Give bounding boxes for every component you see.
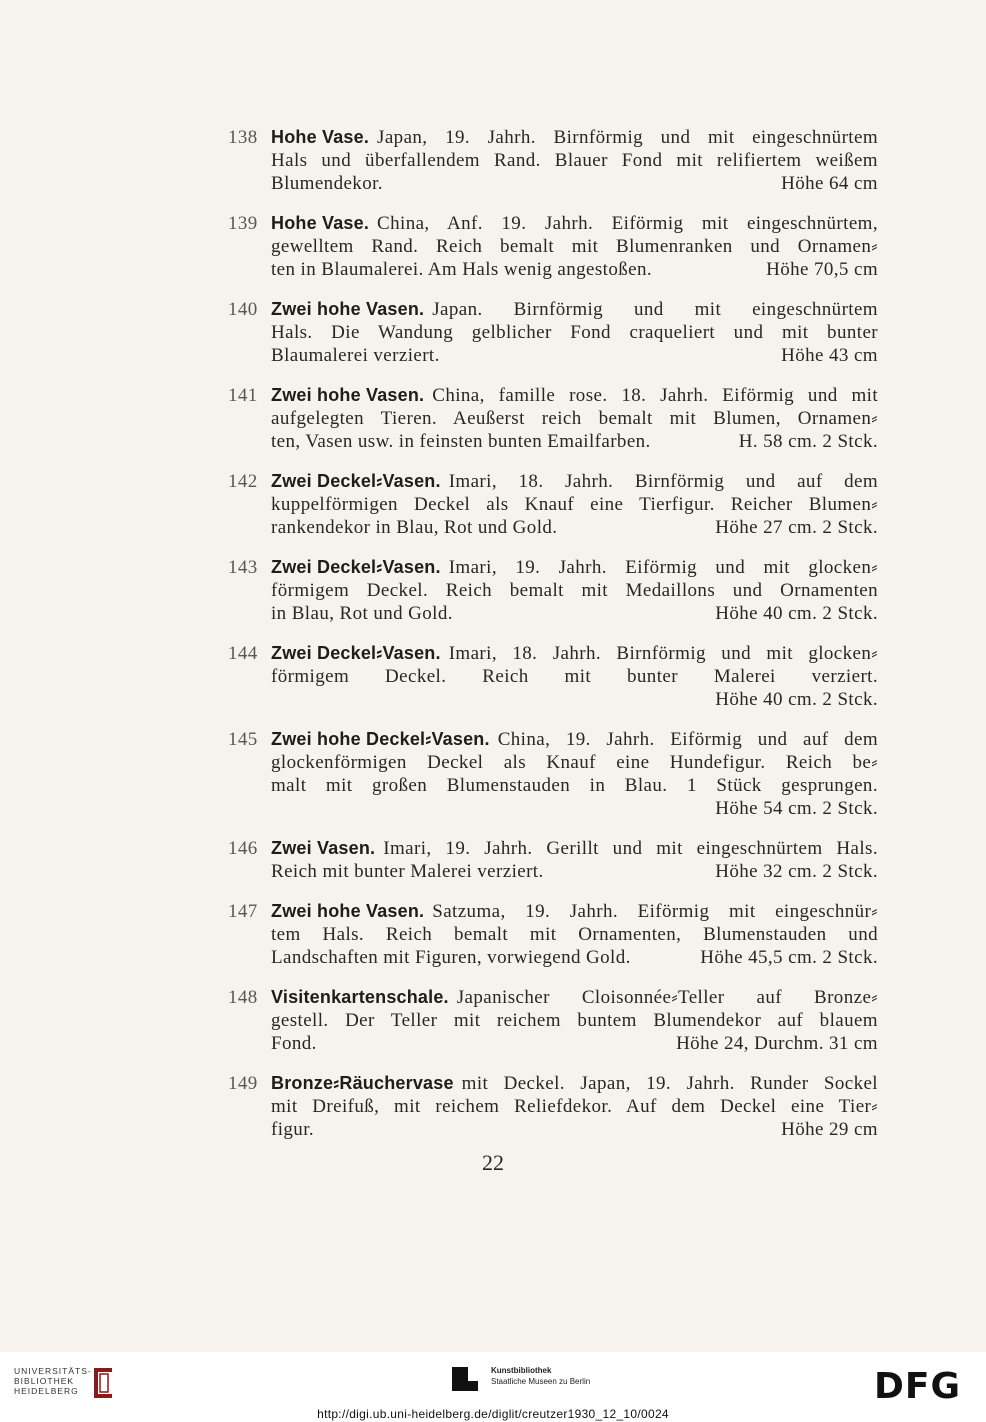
catalog-entry [228, 1072, 878, 1141]
entry-description: Japan, 19. Jahrh. Birnförmig und mit eingeschnürtem [377, 127, 878, 148]
entry-dimensions: Höhe 40 cm. 2 Stck. [715, 689, 878, 710]
entry-line [228, 579, 878, 602]
entry-dimensions: Höhe 43 cm [781, 345, 878, 366]
entry-number: 143 [228, 557, 258, 578]
catalog-entry [228, 986, 878, 1055]
page-number: 22 [482, 1150, 504, 1175]
entry-dimensions: H. 58 cm. 2 Stck. [738, 431, 878, 452]
entry-line [228, 774, 878, 797]
entry-description: förmigem Deckel. Reich bemalt mit Medaillons und Ornamenten [271, 580, 878, 601]
entry-line [228, 1072, 878, 1095]
entry-line [228, 556, 878, 579]
entry-number: 146 [228, 838, 258, 859]
entry-title: Zwei Deckel⸗Vasen. [271, 643, 441, 663]
kunstbibliothek-logo-icon[interactable] [450, 1365, 480, 1395]
catalog-entry [228, 384, 878, 453]
entry-number: 141 [228, 385, 258, 406]
entry-dimensions: Höhe 40 cm. 2 Stck. [715, 603, 878, 624]
entry-line [228, 298, 878, 321]
entry-dimensions: Höhe 32 cm. 2 Stck. [715, 861, 878, 882]
entry-line [228, 751, 878, 774]
entry-number: 145 [228, 729, 258, 750]
entry-line [228, 493, 878, 516]
entry-description: rankendekor in Blau, Rot und Gold. [271, 517, 558, 538]
entry-line [228, 1032, 878, 1055]
entry-title: Hohe Vase. [271, 127, 370, 147]
entry-number: 148 [228, 987, 258, 1008]
entry-title: Zwei hohe Deckel⸗Vasen. [271, 729, 490, 749]
entry-description: Satzuma, 19. Jahrh. Eiförmig mit eingeschnür⸗ [432, 901, 878, 922]
entry-description: aufgelegten Tieren. Aeußerst reich bemalt mit Blumen, Ornamen⸗ [271, 408, 878, 429]
entry-line [228, 321, 878, 344]
entry-description: Reich mit bunter Malerei verziert. [271, 861, 544, 882]
entry-line [228, 258, 878, 281]
entry-description: Imari, 18. Jahrh. Birnförmig und mit glocken⸗ [448, 643, 878, 664]
catalog-entry [228, 837, 878, 883]
entry-title: Zwei Deckel⸗Vasen. [271, 471, 441, 491]
entry-line [228, 602, 878, 625]
entry-description: China, Anf. 19. Jahrh. Eiförmig mit eingeschnürtem, [377, 213, 878, 234]
entry-line [228, 344, 878, 367]
entry-line [228, 235, 878, 258]
entry-description: figur. [271, 1119, 315, 1140]
entry-number: 144 [228, 643, 258, 664]
entry-description: mit Deckel. Japan, 19. Jahrh. Runder Sockel [461, 1073, 878, 1094]
entry-number: 139 [228, 213, 258, 234]
kunstbibliothek-label[interactable]: Kunstbibliothek Staatliche Museen zu Berlin [491, 1366, 591, 1386]
entry-description: gestell. Der Teller mit reichem buntem Blumendekor auf blauem [271, 1010, 878, 1031]
entry-description: glockenförmigen Deckel als Knauf eine Hundefigur. Reich be⸗ [271, 752, 878, 773]
entry-title: Zwei Deckel⸗Vasen. [271, 557, 441, 577]
entry-description: tem Hals. Reich bemalt mit Ornamenten, Blumenstauden und [271, 924, 878, 945]
entry-number: 140 [228, 299, 258, 320]
entry-title: Zwei Vasen. [271, 838, 376, 858]
entry-number: 138 [228, 127, 258, 148]
entry-line [228, 384, 878, 407]
catalog-entry [228, 298, 878, 367]
entry-description: ten, Vasen usw. in feinsten bunten Emailfarben. [271, 431, 651, 452]
entry-line [228, 946, 878, 969]
entry-description: mit Dreifuß, mit reichem Reliefdekor. Auf dem Deckel eine Tier⸗ [271, 1096, 878, 1117]
entry-line [228, 665, 878, 688]
catalog-entry [228, 126, 878, 195]
entry-description: Japanischer Cloisonnée⸗Teller auf Bronze⸗ [456, 987, 878, 1008]
entry-description: Imari, 19. Jahrh. Eiförmig und mit glocken⸗ [448, 557, 878, 578]
entry-number: 147 [228, 901, 258, 922]
university-logo-icon[interactable] [88, 1364, 118, 1400]
entry-line [228, 900, 878, 923]
entry-description: Fond. [271, 1033, 317, 1054]
entry-description: Hals und überfallendem Rand. Blauer Fond mit relifiertem weißem [271, 150, 878, 171]
entry-dimensions: Höhe 54 cm. 2 Stck. [715, 798, 878, 819]
catalog-entry [228, 556, 878, 625]
entry-line [228, 642, 878, 665]
catalog-entry [228, 900, 878, 969]
entry-description: malt mit großen Blumenstauden in Blau. 1 Stück gesprungen. [271, 775, 878, 796]
permalink-url[interactable]: http://digi.ub.uni-heidelberg.de/diglit/creutzer1930_12_10/0024 [317, 1407, 669, 1421]
entry-dimensions: Höhe 45,5 cm. 2 Stck. [700, 947, 878, 968]
catalog-entry [228, 642, 878, 711]
entry-title: Zwei hohe Vasen. [271, 385, 425, 405]
entry-line [228, 797, 878, 820]
entry-line [228, 837, 878, 860]
entry-line [228, 1009, 878, 1032]
entry-line [228, 728, 878, 751]
entry-dimensions: Höhe 64 cm [781, 173, 878, 194]
entry-dimensions: Höhe 70,5 cm [766, 259, 878, 280]
entry-description: China, 19. Jahrh. Eiförmig und auf dem [497, 729, 878, 750]
entry-line [228, 430, 878, 453]
entry-line [228, 986, 878, 1009]
entry-description: kuppelförmigen Deckel als Knauf eine Tierfigur. Reicher Blumen⸗ [271, 494, 878, 515]
entry-description: Blaumalerei verziert. [271, 345, 440, 366]
entry-line [228, 172, 878, 195]
entry-line [228, 470, 878, 493]
entry-description: Imari, 18. Jahrh. Birnförmig und auf dem [448, 471, 878, 492]
entry-description: förmigem Deckel. Reich mit bunter Malerei verziert. [271, 666, 878, 687]
entry-line [228, 212, 878, 235]
entry-description: in Blau, Rot und Gold. [271, 603, 453, 624]
entry-description: Hals. Die Wandung gelblicher Fond craqueliert und mit bunter [271, 322, 878, 343]
dfg-logo[interactable]: DFG [874, 1366, 962, 1407]
entry-line [228, 688, 878, 711]
entry-line [228, 860, 878, 883]
university-library-label[interactable]: UNIVERSITÄTS- BIBLIOTHEK HEIDELBERG [14, 1366, 92, 1396]
entry-description: Landschaften mit Figuren, vorwiegend Gold. [271, 947, 631, 968]
entry-description: ten in Blaumalerei. Am Hals wenig angestoßen. [271, 259, 653, 280]
entry-title: Zwei hohe Vasen. [271, 901, 425, 921]
entry-line [228, 407, 878, 430]
catalog-entry [228, 728, 878, 820]
entry-description: Imari, 19. Jahrh. Gerillt und mit eingeschnürtem Hals. [383, 838, 878, 859]
entry-line [228, 126, 878, 149]
entry-line [228, 923, 878, 946]
entry-dimensions: Höhe 27 cm. 2 Stck. [715, 517, 878, 538]
entry-line [228, 1095, 878, 1118]
entry-title: Zwei hohe Vasen. [271, 299, 425, 319]
entry-number: 149 [228, 1073, 258, 1094]
entry-description: China, famille rose. 18. Jahrh. Eiförmig und mit [432, 385, 878, 406]
entry-line [228, 149, 878, 172]
entry-title: Visitenkartenschale. [271, 987, 449, 1007]
entry-dimensions: Höhe 24, Durchm. 31 cm [676, 1033, 878, 1054]
entry-number: 142 [228, 471, 258, 492]
entry-description: gewelltem Rand. Reich bemalt mit Blumenranken und Ornamen⸗ [271, 236, 878, 257]
entry-description: Blumendekor. [271, 173, 383, 194]
catalog-entry [228, 470, 878, 539]
digitization-footer [0, 1352, 986, 1422]
entry-line [228, 516, 878, 539]
catalog-entry [228, 212, 878, 281]
entry-dimensions: Höhe 29 cm [781, 1119, 878, 1140]
catalog-entries [228, 126, 878, 1158]
entry-description: Japan. Birnförmig und mit eingeschnürtem [432, 299, 878, 320]
entry-title: Hohe Vase. [271, 213, 370, 233]
entry-line [228, 1118, 878, 1141]
entry-title: Bronze⸗Räuchervase [271, 1073, 454, 1093]
